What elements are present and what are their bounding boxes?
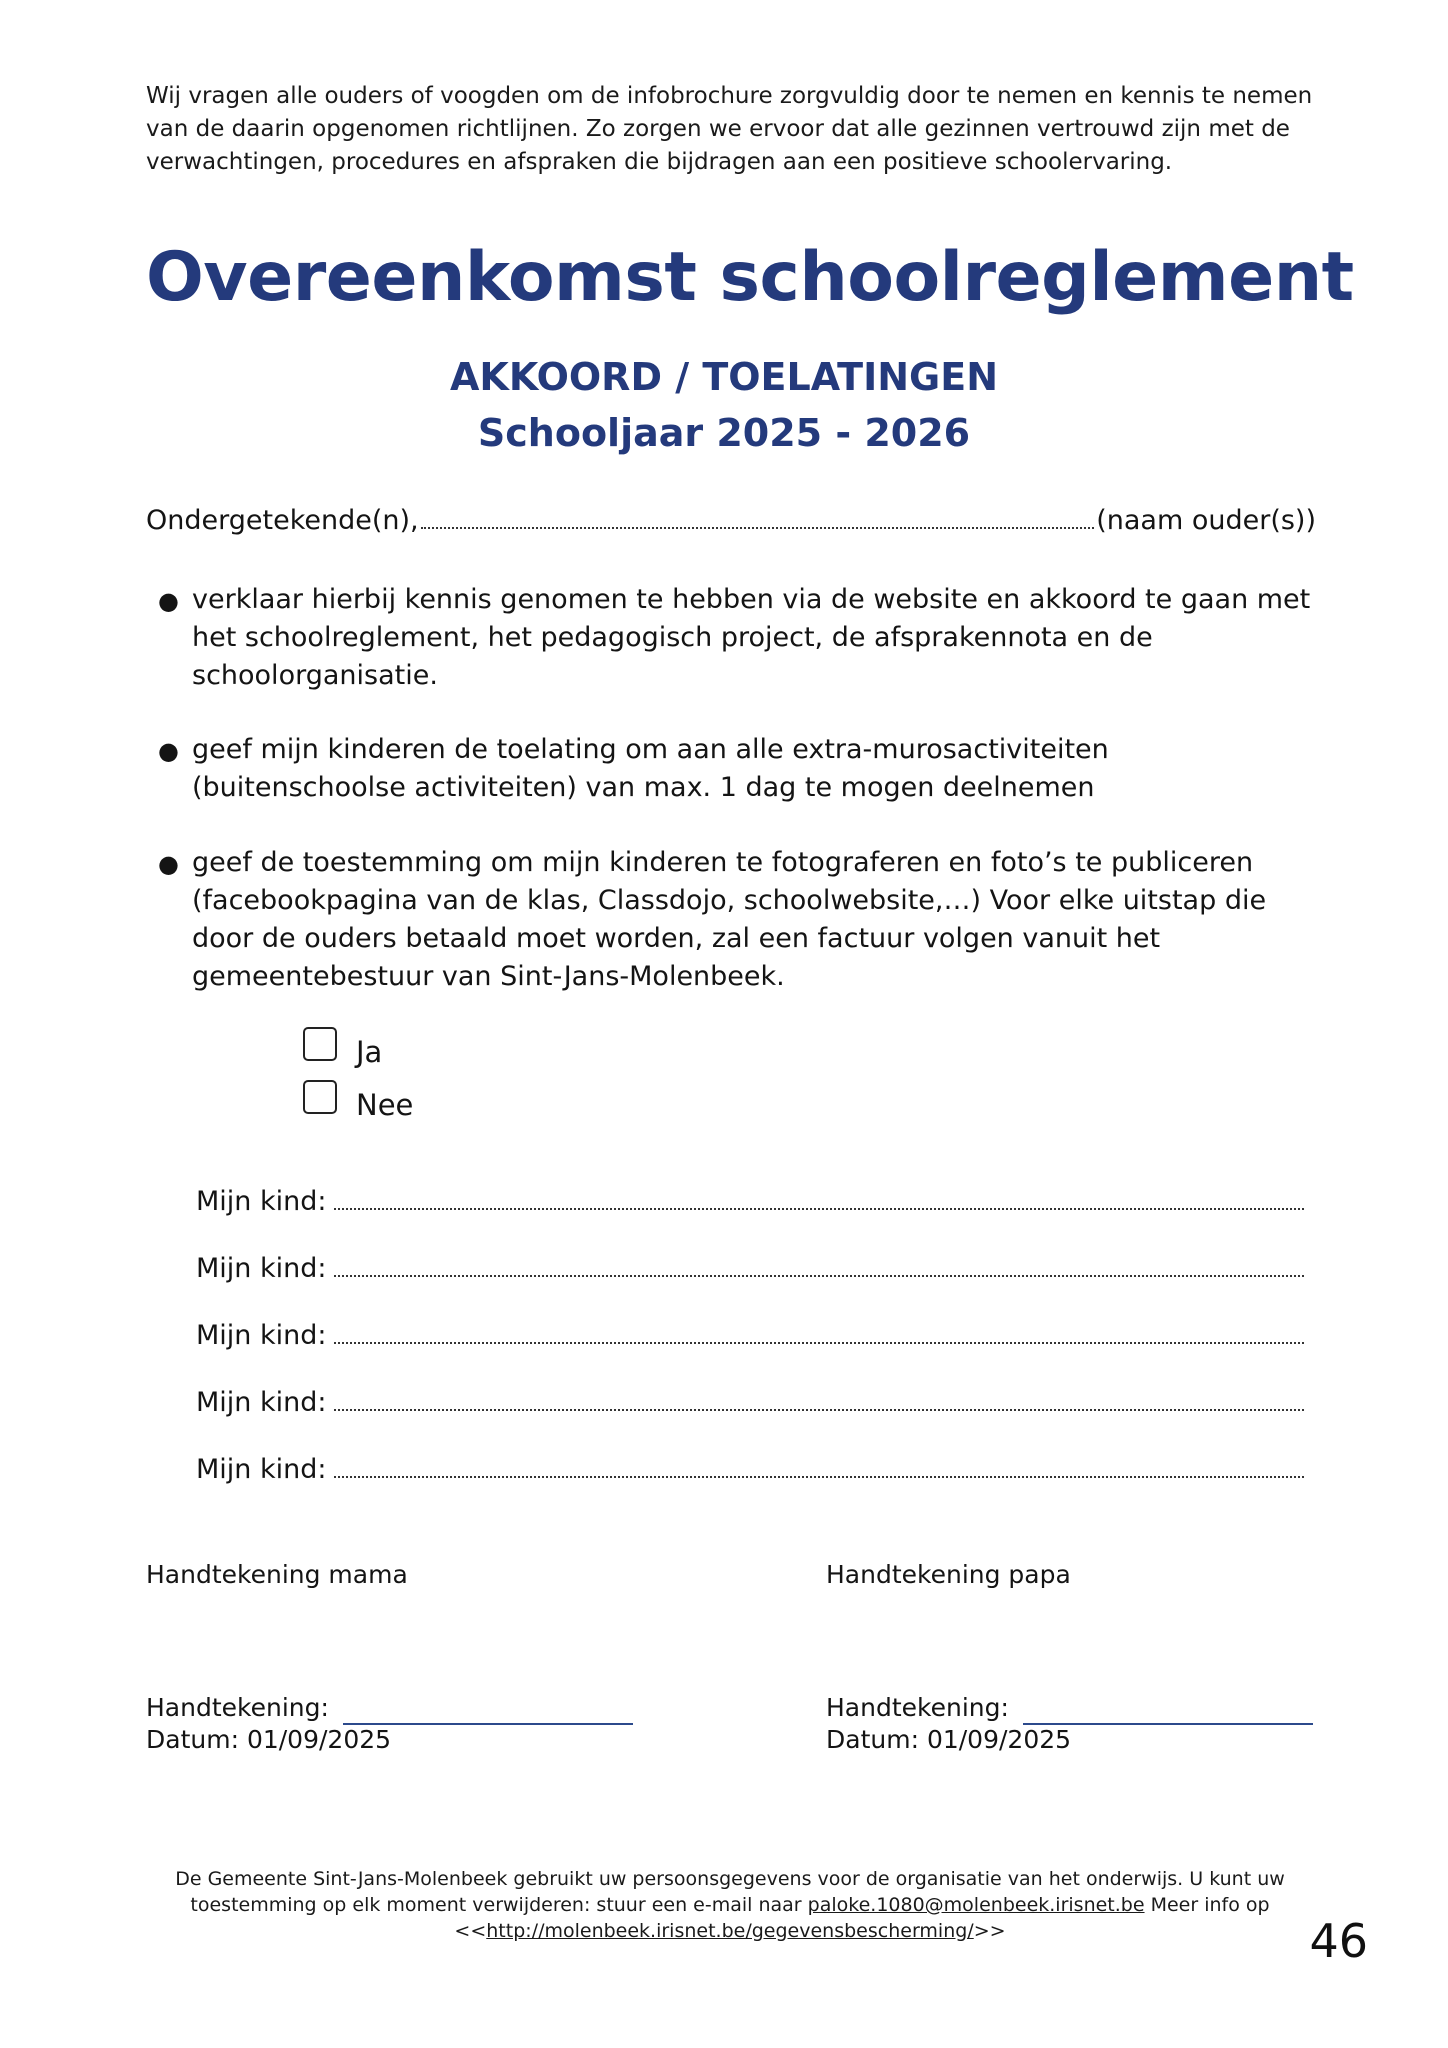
date-mama: Datum: 01/09/2025 bbox=[146, 1725, 392, 1754]
bullet-text: geef mijn kinderen de toelating om aan alle extra-murosactiviteiten (buitenschoolse activiteiten) van max. 1 dag te mogen deelnemen bbox=[192, 734, 1109, 803]
child-name-field[interactable] bbox=[334, 1188, 1304, 1210]
option-yes[interactable] bbox=[303, 1035, 382, 1069]
bullet-icon: ● bbox=[158, 850, 179, 878]
option-yes-label: Ja bbox=[356, 1035, 383, 1069]
date-papa: Datum: 01/09/2025 bbox=[826, 1725, 1072, 1754]
undersigned-name-field[interactable] bbox=[421, 505, 1095, 529]
page-number: 46 bbox=[1309, 1914, 1368, 1968]
bullet-icon: ● bbox=[158, 587, 179, 615]
bullet-text: geef de toestemming om mijn kinderen te fotograferen en foto’s te publiceren (facebookpagina van de klas, Classdojo, schoolwebsite,…) Voor elke uitstap die door de ouders betaald moet worden, zal een factuur volgen vanuit het gemeentebestuur van Sint-Jans-Molenbeek. bbox=[192, 847, 1267, 992]
undersigned-label: Ondergetekende(n), bbox=[146, 505, 419, 536]
child-label: Mijn kind: bbox=[196, 1320, 327, 1351]
checkbox-icon[interactable] bbox=[303, 1027, 337, 1061]
footer-text: De Gemeente Sint-Jans-Molenbeek gebruikt uw persoonsgegevens voor de organisatie van het onderwijs. U kunt uw toestemming op elk moment verwijderen: stuur een e-mail naar bbox=[175, 1868, 1285, 1916]
signature-mama-heading: Handtekening mama bbox=[146, 1560, 408, 1589]
child-name-field[interactable] bbox=[334, 1322, 1304, 1344]
footer-link-suffix: >> bbox=[973, 1920, 1006, 1942]
undersigned-suffix: (naam ouder(s)) bbox=[1096, 505, 1316, 536]
child-label: Mijn kind: bbox=[196, 1387, 327, 1418]
child-name-field[interactable] bbox=[334, 1389, 1304, 1411]
signature-papa-label: Handtekening: bbox=[826, 1693, 1009, 1722]
page-title: Overeenkomst schoolreglement bbox=[146, 238, 1354, 317]
bullet-icon: ● bbox=[158, 737, 179, 765]
footer-more-info: Meer info op bbox=[1150, 1894, 1270, 1916]
list-item bbox=[158, 581, 1318, 695]
checkbox-icon[interactable] bbox=[303, 1080, 337, 1114]
signature-mama-label: Handtekening: bbox=[146, 1693, 329, 1722]
child-label: Mijn kind: bbox=[196, 1253, 327, 1284]
undersigned-line bbox=[146, 505, 1316, 536]
child-line bbox=[196, 1454, 1306, 1485]
child-name-field[interactable] bbox=[334, 1255, 1304, 1277]
list-item bbox=[158, 731, 1318, 807]
signature-papa-heading: Handtekening papa bbox=[826, 1560, 1071, 1589]
child-label: Mijn kind: bbox=[196, 1186, 327, 1217]
child-line bbox=[196, 1387, 1306, 1418]
privacy-footer bbox=[140, 1866, 1320, 1944]
footer-privacy-link[interactable]: http://molenbeek.irisnet.be/gegevensbescherming/ bbox=[486, 1920, 974, 1942]
intro-paragraph: Wij vragen alle ouders of voogden om de infobrochure zorgvuldig door te nemen en kennis te nemen van de daarin opgenomen richtlijnen. Zo zorgen we ervoor dat alle gezinnen vertrouwd zijn met de verwachtingen, procedures en afspraken die bijdragen aan een positieve schoolervaring. bbox=[146, 83, 1313, 175]
option-no[interactable] bbox=[303, 1088, 413, 1122]
child-label: Mijn kind: bbox=[196, 1454, 327, 1485]
subtitle-schooljaar: Schooljaar 2025 - 2026 bbox=[477, 411, 971, 455]
child-line bbox=[196, 1186, 1306, 1217]
subtitle-akkoord: AKKOORD / TOELATINGEN bbox=[449, 355, 998, 399]
bullet-text: verklaar hierbij kennis genomen te hebben via de website en akkoord te gaan met het schoolreglement, het pedagogisch project, de afsprakennota en de schoolorganisatie. bbox=[192, 584, 1311, 691]
option-no-label: Nee bbox=[356, 1088, 414, 1122]
footer-email-link[interactable]: paloke.1080@molenbeek.irisnet.be bbox=[807, 1894, 1145, 1916]
child-line bbox=[196, 1320, 1306, 1351]
child-name-field[interactable] bbox=[334, 1456, 1304, 1478]
list-item bbox=[158, 844, 1318, 996]
footer-link-prefix: << bbox=[454, 1920, 487, 1942]
child-line bbox=[196, 1253, 1306, 1284]
